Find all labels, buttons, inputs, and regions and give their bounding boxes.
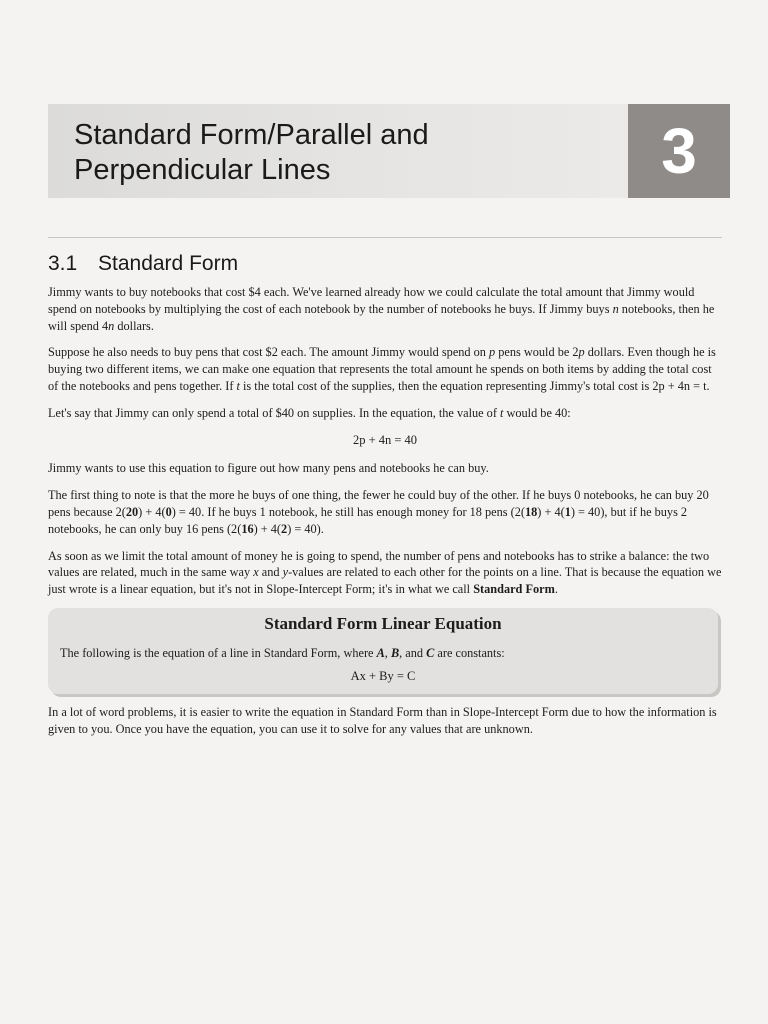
variable: y: [282, 565, 289, 580]
bold-value: 2: [281, 521, 288, 536]
variable: t: [236, 378, 240, 393]
text-run: ) + 4(: [537, 504, 565, 519]
text-run: The first thing to note is that the more he buys of one thing, the fewer he could buy of the other. If he buys 0 notebooks, he can buy 20 pens because 2(: [48, 488, 709, 519]
text-run: dollars. Even though he is buying two different items, we can make one equation that represents the total amount he spends on both items by adding the total cost of the notebooks and pens together. If: [48, 345, 716, 393]
paragraph-7: In a lot of word problems, it is easier to write the equation in Standard Form than in Slope-Intercept Form due to how the information is given to you. Once you have the equation, you can use it to solve for any values that are unknown.: [48, 705, 717, 737]
paragraph-3: [48, 405, 722, 422]
text-run: pens would be 2: [495, 345, 579, 360]
text-run: As soon as we limit the total amount of money he is going to spend, the number of pens and notebooks has to strike a balance: the two values are related, much in the same way: [48, 548, 710, 580]
paragraph-2: [48, 344, 722, 394]
callout-title: Standard Form Linear Equation: [264, 613, 502, 633]
text-run: ,: [384, 645, 391, 660]
section-title: Standard Form: [98, 252, 239, 275]
variable: n: [108, 318, 115, 333]
text-run: .: [554, 582, 558, 597]
section-divider: [48, 237, 722, 238]
variable: t: [499, 405, 504, 420]
text-run: dollars.: [114, 318, 154, 333]
text-run: ) = 40. If he buys 1 notebook, he still has enough money for 18 pens (2(: [171, 504, 525, 519]
section-number: 3.1: [48, 252, 78, 275]
paragraph-5: [48, 487, 722, 537]
paragraph-1: [48, 284, 722, 334]
bold-value: 0: [165, 504, 172, 519]
callout-text: [60, 645, 706, 662]
variable: A: [376, 645, 385, 660]
chapter-title-line-1: Standard Form/Parallel and: [74, 119, 429, 151]
bold-term: Standard Form: [473, 582, 555, 597]
paragraph-6: [48, 548, 722, 598]
inline-equation: 2p + 4n = t.: [652, 378, 710, 393]
text-run: Jimmy wants to buy notebooks that cost $4 each. We've learned already how we could calculate the total amount that Jimmy would spend on notebooks by multiplying the cost of each notebook by the number of notebooks he buys. If Jimmy buys: [48, 285, 695, 316]
chapter-title: [74, 118, 614, 188]
display-equation: 2p + 4n = 40: [352, 432, 418, 447]
text-run: would be 40:: [503, 405, 571, 420]
text-run: Let's say that Jimmy can only spend a total of $40 on supplies. In the equation, the value of: [48, 405, 500, 420]
variable: x: [253, 565, 259, 580]
text-run: and: [258, 565, 283, 580]
text-run: The following is the equation of a line in Standard Form, where: [60, 645, 377, 660]
body-content: [48, 284, 722, 748]
variable: p: [489, 345, 496, 360]
text-run: ) + 4(: [253, 521, 282, 536]
text-run: Suppose he also needs to buy pens that cost $2 each. The amount Jimmy would spend on: [48, 345, 490, 360]
variable: B: [390, 645, 400, 660]
text-run: ) = 40).: [287, 521, 324, 536]
paragraph-4: Jimmy wants to use this equation to figure out how many pens and notebooks he can buy.: [48, 461, 489, 476]
variable: C: [426, 645, 435, 660]
text-run: notebooks, then he will spend 4: [48, 301, 715, 333]
text-run: , and: [399, 645, 427, 660]
definition-callout-box: [48, 608, 718, 694]
bold-value: 20: [125, 504, 139, 519]
chapter-title-line-2: Perpendicular Lines: [74, 154, 331, 186]
variable: n: [612, 301, 619, 316]
callout-equation: Ax + By = C: [350, 668, 416, 683]
bold-value: 18: [524, 504, 538, 519]
section-heading: [48, 252, 238, 276]
text-run: -values are related to each other for the points on a line. That is because the equation we just wrote is a linear equation, but it's not in Slope-Intercept Form; it's in what we call: [48, 565, 722, 597]
text-run: is the total cost of the supplies, then the equation representing Jimmy's total cost is: [239, 378, 653, 393]
text-run: ) = 40), but if he buys 2 notebooks, he can only buy 16 pens (2(: [48, 504, 688, 536]
text-run: ) + 4(: [138, 504, 166, 519]
chapter-number-box: [628, 104, 730, 198]
chapter-number: 3: [661, 115, 697, 187]
variable: p: [578, 345, 585, 360]
bold-value: 16: [241, 521, 254, 536]
text-run: are constants:: [434, 645, 505, 660]
bold-value: 1: [564, 504, 571, 519]
